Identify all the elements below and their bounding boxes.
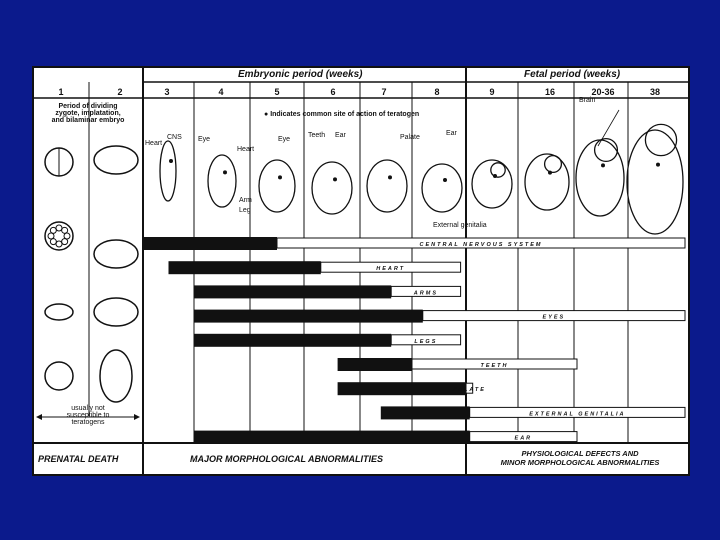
bar-label: ARMS (413, 290, 439, 297)
susceptibility-note: usually not susceptible to teratogens (66, 405, 110, 426)
footer-major-abnormalities: MAJOR MORPHOLOGICAL ABNORMALITIES (190, 454, 383, 464)
label-arm: Arm (239, 197, 252, 204)
bar-label: EYES (542, 314, 566, 321)
legend (264, 111, 419, 118)
bar-label: PALATE (452, 387, 486, 394)
teratogen-site-dot (278, 175, 282, 179)
label-leg: Leg (239, 207, 251, 214)
week-label: 5 (274, 87, 280, 97)
embryo-outline (312, 162, 352, 214)
critical-period-bar (194, 431, 470, 444)
week-label: 3 (164, 87, 170, 97)
dot-icon: ● (264, 111, 269, 118)
fetal-head (595, 139, 618, 162)
trophoblast (94, 298, 138, 326)
critical-period-bar (194, 310, 423, 323)
fetal-head (491, 163, 505, 177)
cell (62, 227, 68, 233)
cell (48, 233, 54, 239)
teratogen-site-dot (223, 170, 227, 174)
teratogen-site-dot (443, 178, 447, 182)
embryo-outline (160, 141, 176, 201)
week-label: 9 (489, 87, 495, 97)
bar-label: EXTERNAL GENITALIA (529, 411, 626, 418)
amniotic-sac (100, 350, 132, 402)
bar-label: HEART (376, 266, 406, 273)
teratogen-site-dot (548, 171, 552, 175)
label-teeth: Teeth (308, 132, 326, 139)
label-palate: Palate (400, 134, 420, 141)
embryonic-period-header: Embryonic period (weeks) (238, 69, 363, 80)
embryo-outline (259, 160, 295, 212)
label-heart: Heart (145, 140, 163, 147)
label-external-genitalia: External genitalia (433, 222, 487, 229)
early-period-note: Period of dividing zygote, implatation, and bilaminar embryo (51, 103, 125, 124)
embryo-outline (525, 154, 569, 210)
label-heart: Heart (237, 146, 255, 153)
teratogen-site-dot (169, 159, 173, 163)
cell (56, 241, 62, 247)
week-label: 16 (544, 87, 555, 97)
teratogen-site-dot (601, 163, 605, 167)
footer-prenatal-death: PRENATAL DEATH (38, 454, 119, 464)
teratogen-sensitivity-chart (32, 66, 690, 476)
teratogen-site-dot (493, 174, 497, 178)
bar-label: TEETH (480, 363, 509, 369)
label-eye: Eye (278, 136, 291, 143)
fetal-head (545, 156, 562, 173)
embryo-outline (208, 155, 236, 207)
critical-period-bar (194, 285, 391, 298)
week-label: 1 (58, 87, 64, 97)
critical-period-bar (169, 261, 321, 274)
bilaminar-disc (94, 240, 138, 268)
label-brain: Brain (579, 97, 596, 104)
critical-period-bar (143, 237, 277, 250)
cell (56, 225, 62, 231)
week-label: 38 (649, 87, 660, 97)
label-ear: Ear (446, 130, 457, 137)
fetal-period-header: Fetal period (weeks) (524, 69, 621, 80)
week-label: 20-36 (591, 87, 615, 97)
week-label: 4 (218, 87, 224, 97)
label-cns: CNS (167, 134, 182, 141)
week-label: 6 (330, 87, 336, 97)
embryo-outline (627, 130, 683, 234)
teratogen-site-dot (656, 163, 660, 167)
critical-period-bar (338, 358, 412, 371)
critical-period-bar (381, 406, 470, 419)
implanting-embryo (45, 362, 73, 390)
teratogen-site-dot (388, 175, 392, 179)
label-ear: Ear (335, 132, 346, 139)
teratogen-site-dot (333, 177, 337, 181)
embryo-outline (422, 164, 462, 212)
legend-text: Indicates common site of action of teratogen (270, 111, 420, 118)
footer-minor-abnormalities: PHYSIOLOGICAL DEFECTS AND MINOR MORPHOLOGICAL ABNORMALITIES (500, 449, 660, 467)
cell (50, 227, 56, 233)
embryo-outline (367, 160, 407, 212)
week-label: 8 (434, 87, 440, 97)
implantation-site (94, 146, 138, 174)
critical-period-bar (338, 382, 466, 395)
cell (64, 233, 70, 239)
morula (45, 222, 73, 250)
label-eye: Eye (198, 136, 211, 143)
week-label: 2 (117, 87, 123, 97)
week-label: 7 (381, 87, 387, 97)
bar-label: EAR (514, 435, 533, 442)
bar-label: LEGS (414, 338, 438, 345)
cell (62, 239, 68, 245)
blastocyst (45, 304, 73, 320)
critical-period-bar (194, 334, 391, 347)
leader-line (598, 110, 619, 146)
cell (50, 239, 56, 245)
bar-label: CENTRAL NERVOUS SYSTEM (419, 242, 543, 248)
